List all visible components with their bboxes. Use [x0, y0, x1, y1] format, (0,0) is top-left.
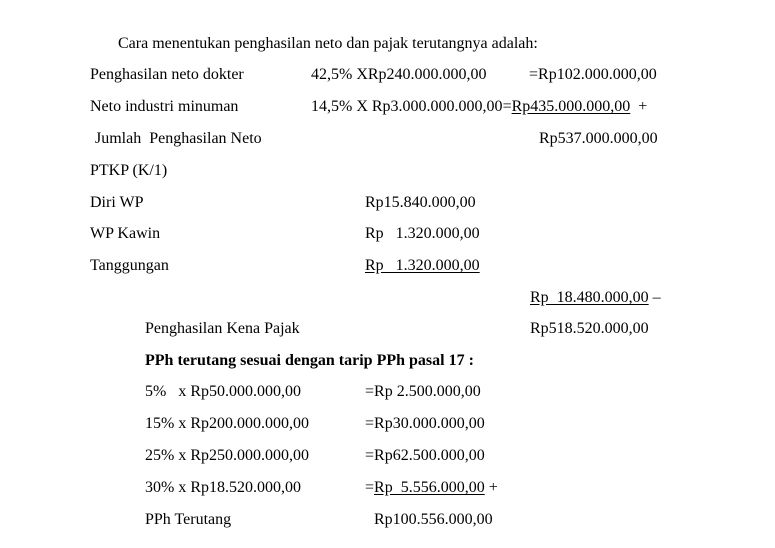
tax-total-value: Rp100.556.000,00	[374, 511, 493, 528]
doctor-income-result: =Rp102.000.000,00	[529, 66, 657, 83]
industry-income-result: Rp435.000.000,00	[511, 98, 631, 115]
pkp-label: Penghasilan Kena Pajak	[145, 320, 300, 337]
pkp-value: Rp518.520.000,00	[530, 320, 649, 337]
industry-income-label: Neto industri minuman	[90, 98, 239, 115]
subtract-operator: –	[652, 289, 661, 306]
tax-row-calc: 15% x Rp200.000.000,00	[145, 415, 309, 432]
tax-row-calc: 5% x Rp50.000.000,00	[145, 383, 301, 400]
sum-operator: +	[638, 98, 648, 115]
ptkp-item-label: Diri WP	[90, 194, 144, 211]
tax-heading: PPh terutang sesuai dengan tarip PPh pasal 17 :	[145, 352, 474, 369]
doctor-income-label: Penghasilan neto dokter	[90, 66, 244, 83]
sum-operator: +	[488, 479, 498, 496]
ptkp-heading: PTKP (K/1)	[90, 162, 168, 179]
ptkp-item-label: Tanggungan	[90, 257, 169, 274]
tax-row-result: =Rp62.500.000,00	[365, 447, 485, 464]
tax-total-label: PPh Terutang	[145, 511, 232, 528]
ptkp-item-value: Rp 1.320.000,00	[365, 257, 480, 274]
tax-row-result: =Rp30.000.000,00	[365, 415, 485, 432]
total-income-value: Rp537.000.000,00	[539, 130, 658, 147]
ptkp-item-label: WP Kawin	[90, 225, 161, 242]
tax-row-calc: 25% x Rp250.000.000,00	[145, 447, 309, 464]
ptkp-item-value: Rp 1.320.000,00	[365, 225, 480, 242]
industry-income-calc: 14,5% X Rp3.000.000.000,00=Rp435.000.000,00 +	[311, 98, 648, 115]
doctor-income-calc: 42,5% XRp240.000.000,00	[311, 66, 487, 83]
tax-row-result: =Rp 5.556.000,00 +	[365, 479, 498, 496]
tax-row-calc: 30% x Rp18.520.000,00	[145, 479, 301, 496]
tax-row-result: =Rp 2.500.000,00	[365, 383, 481, 400]
intro-text: Cara menentukan penghasilan neto dan pajak terutangnya adalah:	[118, 35, 538, 52]
ptkp-total: Rp 18.480.000,00 –	[530, 289, 661, 306]
ptkp-item-value: Rp15.840.000,00	[365, 194, 476, 211]
total-income-label: Jumlah Penghasilan Neto	[95, 130, 262, 147]
